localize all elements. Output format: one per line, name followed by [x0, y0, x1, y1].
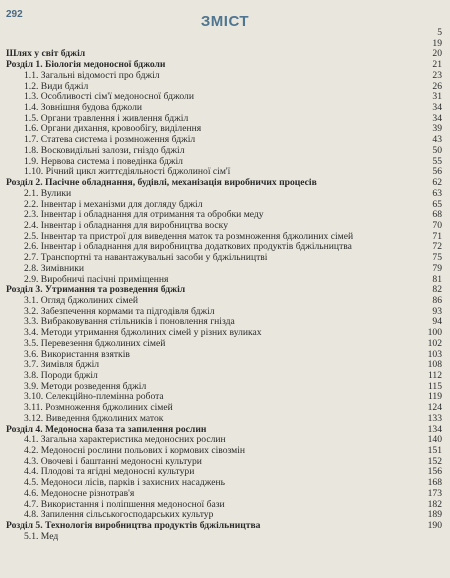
toc-entry-label: 3.9. Методи розведення бджіл — [24, 381, 147, 392]
toc-entry-row — [6, 296, 442, 307]
toc-entry-label: 4.1. Загальна характеристика медоносних рослин — [24, 435, 226, 446]
toc-page-number: 119 — [427, 391, 442, 403]
toc-entry-label: 4.3. Овочеві і баштанні медоносні культури — [24, 456, 202, 467]
toc-entry-row — [6, 532, 442, 543]
toc-page-number: 189 — [427, 509, 442, 521]
toc-page-number: 43 — [432, 134, 442, 146]
toc-entry-row — [6, 307, 442, 318]
toc-entry-label: 5.1. Мед — [24, 531, 59, 542]
toc-entry-row — [6, 435, 442, 446]
toc-entry-label: 1.6. Органи дихання, кровообігу, виділення — [24, 124, 202, 135]
toc-entry-label: 2.7. Транспортні та навантажувальні засоби у бджільництві — [24, 253, 268, 264]
toc-entry-label: 3.10. Селекційно-племінна робота — [24, 392, 164, 403]
toc-page-number: 5 — [437, 27, 442, 38]
toc-page-number: 86 — [432, 294, 442, 306]
toc-page-number: 182 — [427, 498, 442, 510]
toc-page-number: 82 — [432, 284, 442, 296]
toc-entry-row — [6, 253, 442, 264]
toc-page-number: 79 — [432, 262, 442, 274]
toc-entry-row — [6, 371, 442, 382]
toc-entry-row — [6, 328, 442, 339]
toc-entry-row — [6, 103, 442, 114]
toc-page-number: 156 — [427, 466, 442, 478]
toc-page-number: 34 — [432, 112, 442, 124]
toc-entry-row — [6, 510, 442, 521]
table-of-contents — [6, 28, 442, 543]
toc-page-number: 26 — [432, 80, 442, 92]
toc-page-number: 20 — [432, 48, 442, 60]
toc-entry-row — [6, 339, 442, 350]
toc-page-number: 68 — [432, 209, 442, 221]
toc-page-number: 112 — [427, 370, 442, 381]
toc-entry-row — [6, 124, 442, 135]
toc-entry-label: Розділ 1. Біологія медоносної бджоли — [6, 60, 166, 71]
toc-section-row — [6, 521, 442, 532]
toc-entry-row — [6, 39, 442, 50]
toc-entry-row — [6, 264, 442, 275]
toc-page-number: 190 — [427, 520, 442, 532]
toc-page-number: 173 — [427, 487, 442, 499]
toc-page-number: 102 — [427, 337, 442, 349]
toc-section-row — [6, 49, 442, 60]
toc-entry-row — [6, 446, 442, 457]
toc-page-number: 124 — [427, 402, 442, 414]
toc-entry-label: 4.7. Використання і поліпшення медоносної бази — [24, 499, 225, 510]
toc-entry-label: 2.3. Інвентар і обладнання для отримання та обробки меду — [24, 210, 264, 221]
toc-entry-row — [6, 403, 442, 414]
toc-page-number: 23 — [432, 69, 442, 81]
toc-entry-label: 2.9. Виробничі пасічні приміщення — [24, 274, 169, 285]
toc-page-number: 152 — [427, 455, 442, 467]
toc-page-number: 103 — [427, 348, 442, 360]
toc-page-number: 56 — [432, 166, 442, 178]
toc-page-number: 21 — [432, 59, 442, 71]
toc-entry-label: Шлях у світ бджіл — [6, 49, 86, 60]
toc-page-number: 39 — [432, 123, 442, 135]
toc-entry-row — [6, 167, 442, 178]
toc-page-number: 133 — [427, 412, 442, 424]
page-title: ЗМІСТ — [200, 13, 250, 30]
toc-entry-label: 1.7. Статева система і розмноження бджіл — [24, 135, 196, 146]
toc-entry-label: Розділ 2. Пасічне обладнання, будівлі, механізація виробничих процесів — [6, 178, 317, 189]
toc-page-number: 63 — [432, 187, 442, 199]
toc-entry-row — [6, 360, 442, 371]
toc-entry-row — [6, 221, 442, 232]
toc-entry-label: 4.4. Плодові та ягідні медоносні культури — [24, 467, 195, 478]
toc-page-number: 19 — [432, 37, 442, 49]
toc-entry-row — [6, 200, 442, 211]
toc-entry-label: 1.1. Загальні відомості про бджіл — [24, 70, 160, 81]
toc-page-number: 55 — [432, 155, 442, 167]
toc-entry-label: 4.6. Медоносне різнотрав'я — [24, 488, 135, 499]
toc-page-number: 94 — [432, 316, 442, 328]
toc-entry-label: 1.3. Особливості сім'ї медоносної бджоли — [24, 92, 194, 103]
toc-entry-row — [6, 71, 442, 82]
toc-entry-row — [6, 189, 442, 200]
toc-page-number: 168 — [427, 477, 442, 489]
toc-entry-label: 1.9. Нервова система і поведінка бджіл — [24, 156, 183, 167]
toc-entry-row — [6, 489, 442, 500]
toc-entry-row — [6, 82, 442, 93]
toc-entry-label: 2.4. Інвентар і обладнання для виробництва воску — [24, 220, 229, 231]
toc-page-number: 31 — [432, 91, 442, 103]
toc-entry-label: 1.10. Річний цикл життєдіяльності бджолиної сім'ї — [24, 167, 231, 178]
toc-entry-row — [6, 467, 442, 478]
toc-page-number: 81 — [432, 273, 442, 285]
toc-entry-label: 3.2. Забезпечення кормами та підгодівля бджіл — [24, 306, 215, 317]
toc-section-row — [6, 60, 442, 71]
toc-entry-label: 1.2. Види бджіл — [24, 81, 89, 92]
toc-entry-row — [6, 275, 442, 286]
toc-page-number: 70 — [432, 219, 442, 231]
toc-entry-label: 2.6. Інвентар і обладнання для виробництва додаткових продуктів бджільництва — [24, 242, 352, 253]
toc-entry-row — [6, 242, 442, 253]
toc-section-row — [6, 178, 442, 189]
toc-entry-row — [6, 392, 442, 403]
toc-entry-label: 3.6. Використання взятків — [24, 349, 130, 360]
toc-entry-row — [6, 414, 442, 425]
toc-entry-row — [6, 92, 442, 103]
page-number: 292 — [6, 9, 23, 20]
toc-entry-row — [6, 28, 442, 39]
toc-entry-label: 2.8. Зимівники — [24, 263, 85, 274]
toc-entry-label: 2.2. Інвентар і механізми для догляду бджіл — [24, 199, 203, 210]
toc-entry-row — [6, 135, 442, 146]
toc-page-number: 65 — [432, 198, 442, 210]
toc-entry-label: 3.7. Зимівля бджіл — [24, 360, 100, 371]
toc-page-number: 62 — [432, 177, 442, 189]
toc-page-number: 75 — [432, 252, 442, 264]
toc-page-number: 115 — [427, 380, 442, 392]
toc-entry-label: Розділ 5. Технологія виробництва продуктів бджільництва — [6, 521, 261, 532]
toc-entry-label: Розділ 4. Медоносна база та запилення рослин — [6, 424, 207, 435]
toc-entry-row — [6, 317, 442, 328]
toc-entry-label: 4.2. Медоносні рослини польових і кормових сівозмін — [24, 446, 246, 457]
toc-entry-row — [6, 157, 442, 168]
toc-page-number: 134 — [427, 423, 442, 435]
toc-page-number: 100 — [427, 327, 442, 339]
toc-entry-label: 2.5. Інвентар та пристрої для виведення маток та розмноження бджолиних сімей — [24, 231, 354, 242]
toc-entry-row — [6, 478, 442, 489]
toc-entry-label: 3.8. Породи бджіл — [24, 371, 98, 381]
toc-entry-label: 3.4. Методи утримання бджолиних сімей у різних вуликах — [24, 328, 262, 339]
toc-page-number: 108 — [427, 359, 442, 371]
toc-entry-label: 3.5. Перевезення бджолиних сімей — [24, 338, 166, 349]
toc-entry-label: 3.12. Виведення бджолиних маток — [24, 413, 164, 424]
toc-entry-row — [6, 382, 442, 393]
toc-entry-row — [6, 210, 442, 221]
toc-entry-label: 3.3. Вибраковування стільників і поновлення гнізда — [24, 317, 235, 328]
toc-entry-label: 4.5. Медоноси лісів, парків і захисних насаджень — [24, 478, 226, 489]
toc-entry-label: Розділ 3. Утримання та розведення бджіл — [6, 285, 186, 296]
toc-entry-label: 3.11. Розмноження бджолиних сімей — [24, 403, 173, 414]
toc-entry-row — [6, 114, 442, 125]
toc-entry-label: 4.8. Запилення сільськогосподарських культур — [24, 510, 214, 521]
toc-entry-row — [6, 232, 442, 243]
toc-entry-label: 1.4. Зовнішня будова бджоли — [24, 103, 143, 114]
toc-entry-label: 3.1. Огляд бджолиних сімей — [24, 295, 139, 306]
toc-page-number: 34 — [432, 102, 442, 114]
toc-entry-label: 1.8. Восковидільні залози, гніздо бджіл — [24, 145, 185, 156]
toc-section-row — [6, 285, 442, 296]
toc-entry-label: 1.5. Органи травлення і живлення бджіл — [24, 113, 189, 124]
toc-entry-label: 2.1. Вулики — [24, 188, 72, 199]
toc-page-number: 151 — [427, 445, 442, 457]
toc-section-row — [6, 425, 442, 436]
toc-entry-row — [6, 350, 442, 361]
toc-entry-row — [6, 500, 442, 511]
toc-page-number: 140 — [427, 434, 442, 446]
toc-entry-row — [6, 146, 442, 157]
toc-entry-row — [6, 457, 442, 468]
toc-page-number: 72 — [432, 241, 442, 253]
toc-page-number: 71 — [432, 230, 442, 242]
toc-page-number: 93 — [432, 305, 442, 317]
toc-page-number: 50 — [432, 144, 442, 156]
